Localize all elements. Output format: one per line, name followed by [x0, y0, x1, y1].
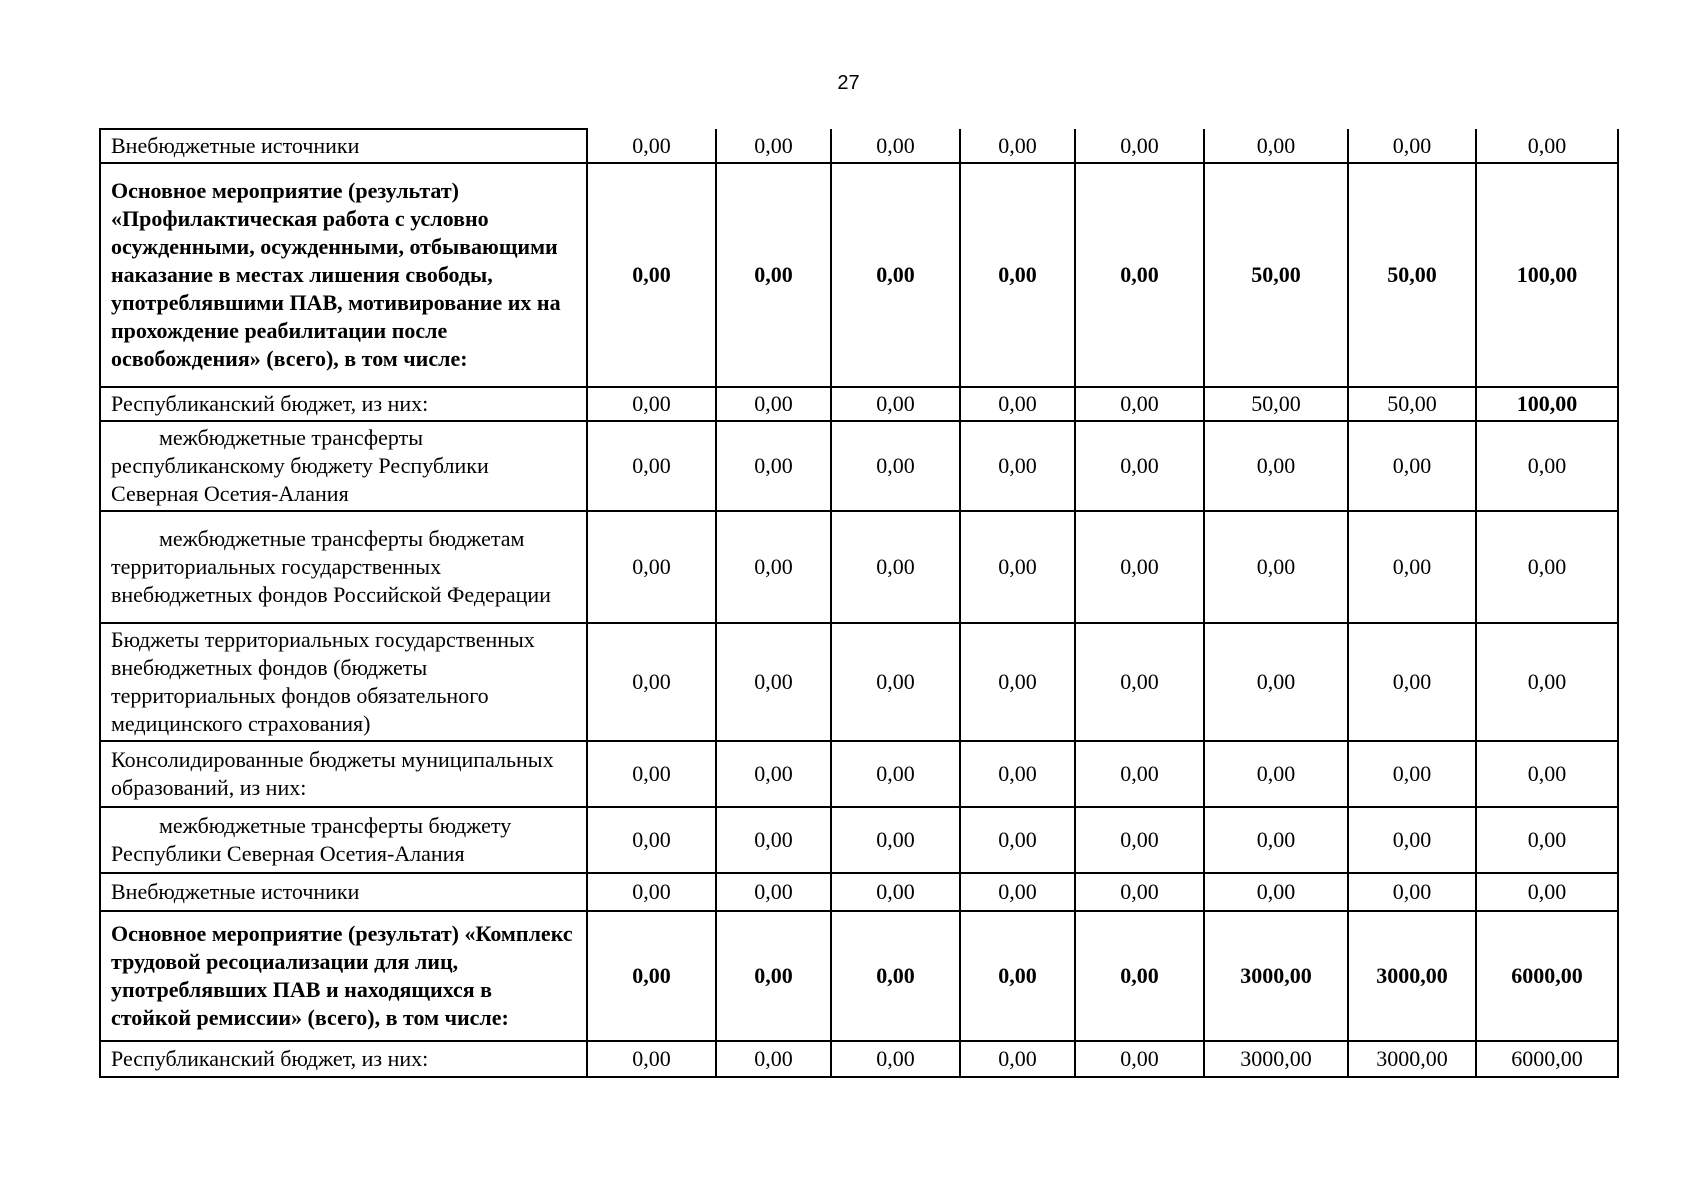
value-cell: 0,00: [831, 873, 960, 911]
value-cell: 0,00: [831, 511, 960, 623]
row-label: Основное мероприятие (результат) «Профилактическая работа с условно осужденными, осужденными, отбывающими наказание в местах лишения свободы, употреблявшими ПАВ, мотивирование их на прохождение реабилитации после освобождения» (всего), в том числе:: [111, 178, 561, 371]
row-label: Консолидированные бюджеты муниципальных образований, из них:: [111, 747, 554, 800]
table-row: [100, 129, 1618, 163]
value-cell: 0,00: [960, 741, 1075, 807]
row-label: Внебюджетные источники: [111, 879, 360, 904]
value-cell: 0,00: [716, 387, 831, 421]
value-cell: 0,00: [716, 163, 831, 387]
value-cell: 0,00: [1075, 911, 1204, 1041]
row-label-cell: [100, 421, 587, 511]
table-row: [100, 741, 1618, 807]
row-label: межбюджетные трансферты бюджетам территориальных государственных внебюджетных фондов Российской Федерации: [111, 526, 551, 607]
value-cell: 0,00: [716, 511, 831, 623]
value-cell: 0,00: [716, 1041, 831, 1077]
value-cell: 0,00: [587, 873, 716, 911]
row-label-cell: [100, 387, 587, 421]
value-cell: 0,00: [831, 163, 960, 387]
value-cell: 0,00: [960, 129, 1075, 163]
row-label: Республиканский бюджет, из них:: [111, 391, 429, 416]
value-cell: 0,00: [1476, 421, 1618, 511]
value-cell: 50,00: [1204, 387, 1348, 421]
value-cell: 0,00: [831, 807, 960, 873]
value-cell: 0,00: [1075, 1041, 1204, 1077]
value-cell: 0,00: [1348, 807, 1476, 873]
value-cell: 0,00: [831, 387, 960, 421]
value-cell: 0,00: [587, 163, 716, 387]
value-cell: 0,00: [1348, 511, 1476, 623]
table-body: [100, 129, 1618, 1077]
value-cell: 0,00: [587, 741, 716, 807]
value-cell: 0,00: [960, 1041, 1075, 1077]
row-label: Основное мероприятие (результат) «Комплекс трудовой ресоциализации для лиц, употреблявших ПАВ и находящихся в стойкой ремиссии» (всего), в том числе:: [111, 921, 573, 1030]
value-cell: 0,00: [716, 129, 831, 163]
value-cell: 3000,00: [1348, 911, 1476, 1041]
value-cell: 0,00: [960, 911, 1075, 1041]
value-cell: 0,00: [1075, 741, 1204, 807]
value-cell: 0,00: [960, 511, 1075, 623]
table-row: [100, 807, 1618, 873]
value-cell: 100,00: [1476, 163, 1618, 387]
value-cell: 0,00: [1075, 421, 1204, 511]
value-cell: 0,00: [1476, 807, 1618, 873]
value-cell: 0,00: [1204, 129, 1348, 163]
value-cell: 0,00: [716, 873, 831, 911]
value-cell: 0,00: [716, 741, 831, 807]
value-cell: 0,00: [960, 807, 1075, 873]
value-cell: 50,00: [1348, 163, 1476, 387]
value-cell: 0,00: [1348, 421, 1476, 511]
value-cell: 0,00: [587, 511, 716, 623]
row-label-cell: [100, 1041, 587, 1077]
value-cell: 0,00: [831, 741, 960, 807]
row-label-cell: [100, 511, 587, 623]
table-row: [100, 511, 1618, 623]
value-cell: 0,00: [1348, 129, 1476, 163]
row-label-cell: [100, 623, 587, 741]
value-cell: 0,00: [1075, 511, 1204, 623]
value-cell: 0,00: [960, 387, 1075, 421]
value-cell: 0,00: [1075, 129, 1204, 163]
row-label: межбюджетные трансферты бюджету Республики Северная Осетия-Алания: [111, 813, 512, 866]
value-cell: 0,00: [1204, 623, 1348, 741]
row-label: Республиканский бюджет, из них:: [111, 1046, 429, 1071]
value-cell: 0,00: [587, 911, 716, 1041]
value-cell: 6000,00: [1476, 911, 1618, 1041]
row-label: Бюджеты территориальных государственных внебюджетных фондов (бюджеты территориальных фондов обязательного медицинского страхования): [111, 627, 535, 736]
value-cell: 0,00: [587, 1041, 716, 1077]
value-cell: 0,00: [1476, 623, 1618, 741]
table-row: [100, 623, 1618, 741]
value-cell: 0,00: [831, 1041, 960, 1077]
table-row: [100, 911, 1618, 1041]
value-cell: 0,00: [1204, 741, 1348, 807]
value-cell: 0,00: [1075, 163, 1204, 387]
value-cell: 50,00: [1348, 387, 1476, 421]
value-cell: 0,00: [587, 807, 716, 873]
value-cell: 0,00: [960, 623, 1075, 741]
value-cell: 50,00: [1204, 163, 1348, 387]
table-row: [100, 163, 1618, 387]
value-cell: 0,00: [1476, 511, 1618, 623]
value-cell: 0,00: [1348, 623, 1476, 741]
value-cell: 3000,00: [1348, 1041, 1476, 1077]
value-cell: 0,00: [831, 421, 960, 511]
row-label-cell: [100, 129, 587, 163]
value-cell: 3000,00: [1204, 1041, 1348, 1077]
value-cell: 0,00: [831, 623, 960, 741]
row-label-cell: [100, 873, 587, 911]
value-cell: 0,00: [960, 163, 1075, 387]
value-cell: 0,00: [1204, 511, 1348, 623]
table-row: [100, 387, 1618, 421]
row-label-cell: [100, 163, 587, 387]
budget-table: [99, 128, 1619, 1078]
row-label: межбюджетные трансферты республиканскому бюджету Республики Северная Осетия-Алания: [111, 425, 489, 506]
value-cell: 0,00: [716, 623, 831, 741]
value-cell: 0,00: [1476, 873, 1618, 911]
value-cell: 0,00: [1204, 807, 1348, 873]
value-cell: 0,00: [1204, 421, 1348, 511]
value-cell: 0,00: [587, 129, 716, 163]
row-label-cell: [100, 741, 587, 807]
value-cell: 3000,00: [1204, 911, 1348, 1041]
row-label-cell: [100, 911, 587, 1041]
value-cell: 0,00: [716, 911, 831, 1041]
page-number: 27: [837, 72, 860, 94]
value-cell: 0,00: [1075, 873, 1204, 911]
table-row: [100, 873, 1618, 911]
value-cell: 0,00: [1476, 741, 1618, 807]
value-cell: 0,00: [716, 807, 831, 873]
value-cell: 0,00: [960, 421, 1075, 511]
value-cell: 0,00: [960, 873, 1075, 911]
value-cell: 0,00: [587, 623, 716, 741]
value-cell: 0,00: [831, 911, 960, 1041]
row-label-cell: [100, 807, 587, 873]
table-row: [100, 421, 1618, 511]
value-cell: 0,00: [1075, 623, 1204, 741]
value-cell: 0,00: [1348, 873, 1476, 911]
row-label: Внебюджетные источники: [111, 133, 360, 158]
value-cell: 0,00: [587, 421, 716, 511]
value-cell: 0,00: [716, 421, 831, 511]
value-cell: 100,00: [1476, 387, 1618, 421]
value-cell: 0,00: [1075, 807, 1204, 873]
table-row: [100, 1041, 1618, 1077]
value-cell: 0,00: [587, 387, 716, 421]
value-cell: 0,00: [1348, 741, 1476, 807]
value-cell: 0,00: [831, 129, 960, 163]
value-cell: 0,00: [1204, 873, 1348, 911]
value-cell: 6000,00: [1476, 1041, 1618, 1077]
value-cell: 0,00: [1476, 129, 1618, 163]
value-cell: 0,00: [1075, 387, 1204, 421]
